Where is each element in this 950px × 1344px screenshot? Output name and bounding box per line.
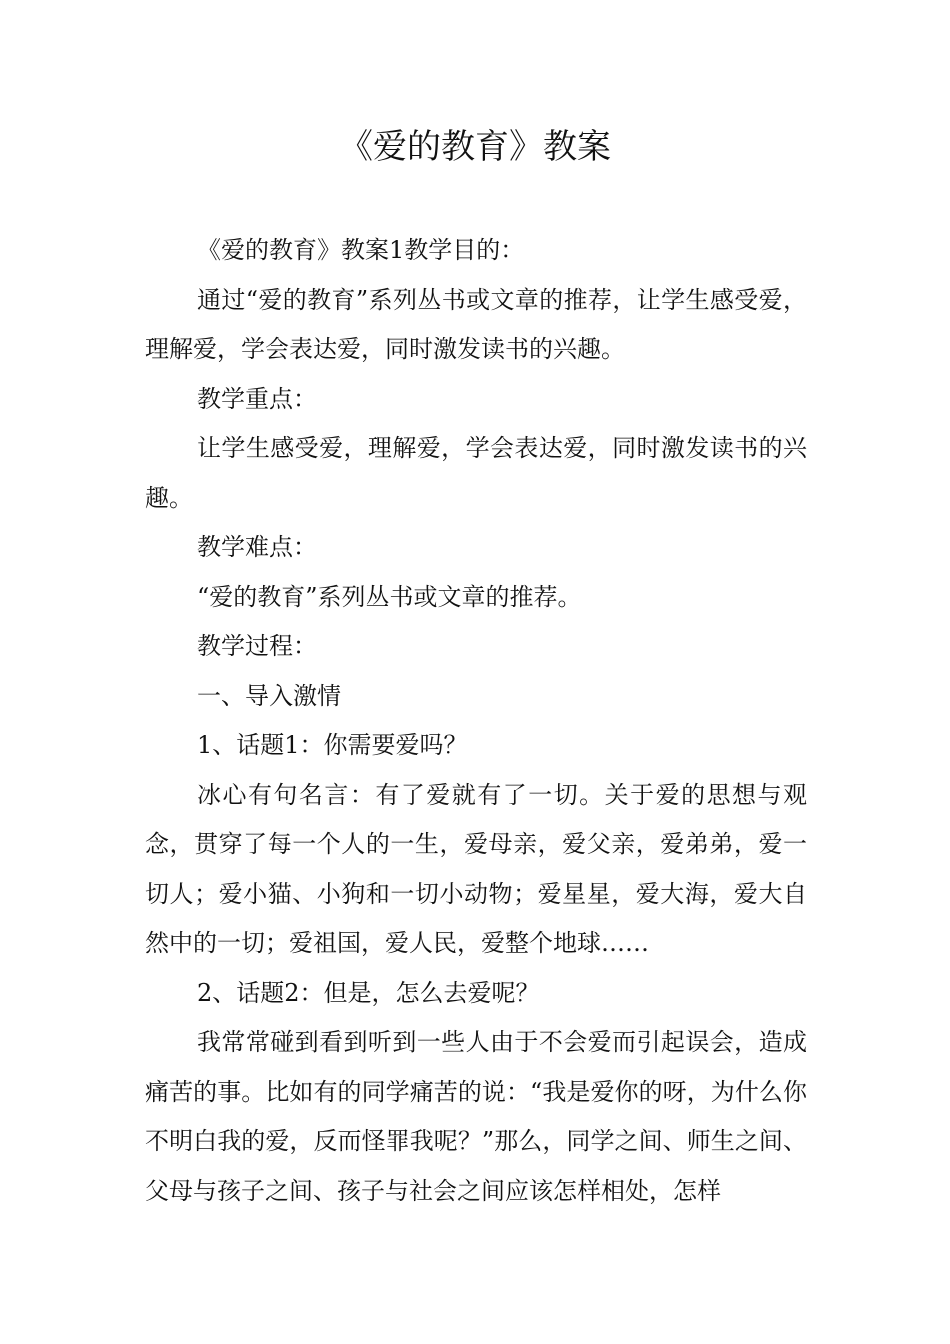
paragraph-process-heading: 教学过程：	[197, 632, 317, 660]
paragraph-section-one: 一、导入激情	[197, 681, 341, 710]
paragraph-misunderstanding: 我常常碰到看到听到一些人由于不会爱而引起误会，造成痛苦的事。比如有的同学痛苦的说：“我是爱你的呀，为什么你不明白我的爱，反而怪罪我呢？”那么，同学之间、师生之间、父母与孩子之间、孩子与社会之间应该怎样相处，怎样	[145, 1028, 807, 1205]
paragraph-bingxin-quote: 冰心有句名言：有了爱就有了一切。关于爱的思想与观念，贯穿了每一个人的一生，爱母亲，爱父亲，爱弟弟，爱一切人；爱小猫、小狗和一切小动物；爱星星，爱大海，爱大自然中的一切；爱祖国，爱人民，爱整个地球……	[145, 780, 807, 957]
paragraph-key-points-heading: 教学重点：	[197, 384, 317, 413]
paragraph-key-points: 让学生感受爱，理解爱，学会表达爱，同时激发读书的兴趣。	[145, 434, 807, 512]
paragraph-topic-two: 2、话题2：但是，怎么去爱呢？	[197, 978, 540, 1007]
document-title: 《爱的教育》教案	[339, 127, 611, 167]
paragraph-difficulty: “爱的教育”系列丛书或文章的推荐。	[197, 582, 582, 611]
paragraph-topic-one: 1、话题1：你需要爱吗？	[197, 731, 468, 759]
paragraph-difficulty-heading: 教学难点：	[197, 533, 317, 561]
document-body	[145, 226, 807, 1216]
paragraph-lesson-heading: 《爱的教育》教案1教学目的：	[197, 236, 525, 264]
paragraph-objective: 通过“爱的教育”系列丛书或文章的推荐，让学生感受爱，理解爱，学会表达爱，同时激发读书的兴趣。	[145, 285, 807, 363]
